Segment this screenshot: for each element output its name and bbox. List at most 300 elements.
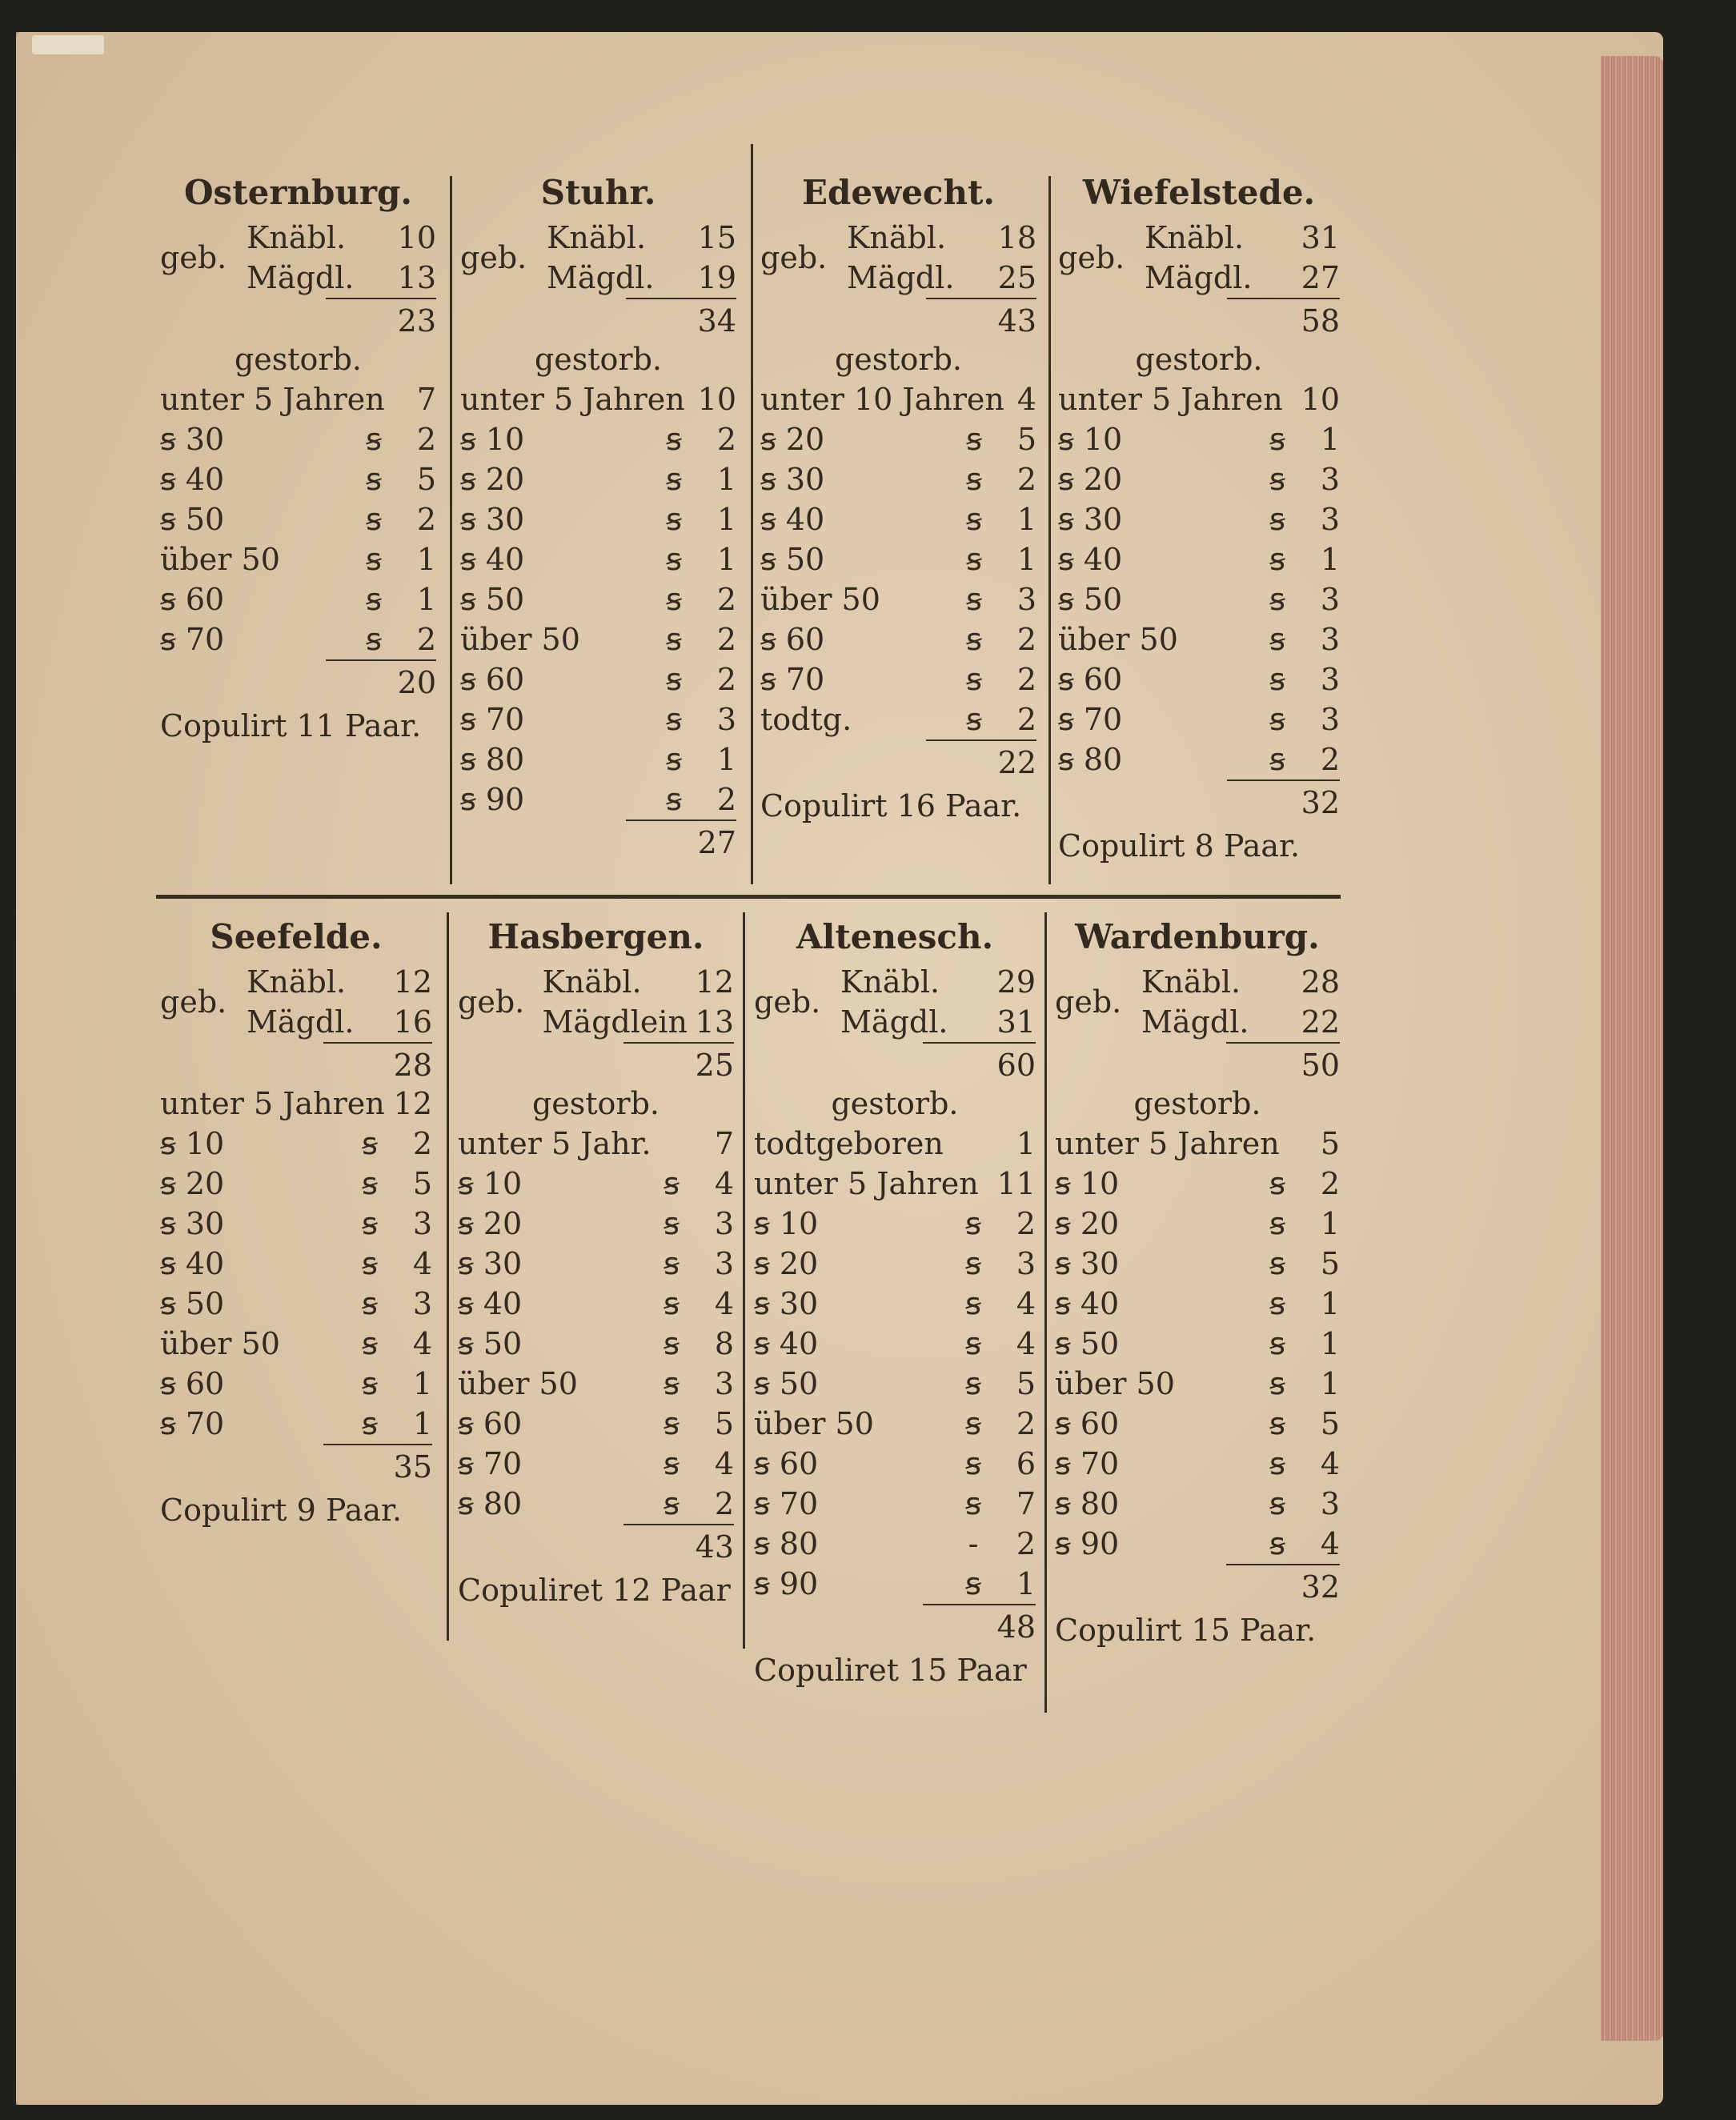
death-row: [1055, 1524, 1340, 1564]
age-bracket: über 50: [1055, 1366, 1175, 1401]
ditto-mark: ꞩ: [966, 702, 982, 737]
death-count: 2: [1320, 1166, 1340, 1201]
girls-count: 13: [397, 260, 436, 295]
separator-bottom-1: [447, 912, 449, 1641]
death-row: [460, 579, 736, 619]
death-count: 2: [1016, 1406, 1036, 1441]
age-bracket: ꞩ 30: [754, 1286, 819, 1321]
deaths-total: 32: [1301, 785, 1340, 820]
death-count: 4: [412, 1246, 432, 1281]
ditto-mark: ꞩ: [965, 1406, 981, 1441]
boys-row: [1145, 218, 1340, 258]
death-count: 2: [412, 1126, 432, 1161]
death-row: [754, 1204, 1036, 1244]
deaths-heading: gestorb.: [234, 342, 363, 377]
deaths-heading: gestorb.: [834, 342, 963, 377]
ditto-mark: ꞩ: [664, 1286, 680, 1321]
marriages-count: Copulirt 15 Paar.: [1055, 1613, 1317, 1648]
ditto-mark: ꞩ: [362, 1126, 378, 1161]
death-count: 1: [416, 582, 436, 617]
death-count: 2: [1016, 622, 1036, 657]
ditto-mark: ꞩ: [666, 582, 682, 617]
ditto-mark: ꞩ: [965, 1206, 981, 1241]
parish-name: Altenesch.: [796, 917, 994, 956]
ditto-mark: ꞩ: [966, 582, 982, 617]
separator-top-2: [751, 144, 753, 884]
ditto-mark: ꞩ: [1269, 542, 1285, 577]
girls-row: [1145, 258, 1340, 298]
boys-label: Knäbl.: [247, 220, 347, 255]
death-count: 12: [393, 1086, 432, 1121]
death-count: 10: [1301, 382, 1340, 417]
death-count: 2: [1016, 462, 1036, 497]
death-row: [754, 1564, 1036, 1604]
births-lines: [840, 962, 1036, 1042]
death-row: [1055, 1364, 1340, 1404]
boys-count: 18: [997, 220, 1036, 255]
ditto-mark: ꞩ: [664, 1406, 680, 1441]
death-count: 1: [412, 1366, 432, 1401]
ditto-mark: ꞩ: [966, 622, 982, 657]
ditto-mark: ꞩ: [362, 1366, 378, 1401]
age-bracket: ꞩ 10: [160, 1126, 225, 1161]
death-row: [460, 779, 736, 820]
marriages-count: Copulirt 16 Paar.: [760, 788, 1022, 824]
boys-row: [847, 218, 1036, 258]
boys-count: 10: [397, 220, 436, 255]
death-count: 2: [716, 622, 736, 657]
ditto-mark: ꞩ: [366, 582, 382, 617]
girls-count: 16: [393, 1004, 432, 1040]
deaths-total: 27: [697, 825, 736, 860]
death-row: [1055, 1164, 1340, 1204]
death-row: [1058, 739, 1340, 779]
death-row: [760, 539, 1036, 579]
births-group: [160, 962, 432, 1042]
deaths-heading: gestorb.: [1133, 1086, 1261, 1121]
age-bracket: ꞩ 70: [1055, 1446, 1120, 1481]
births-total: 23: [397, 303, 436, 339]
boys-row: [1141, 962, 1340, 1002]
age-bracket: ꞩ 10: [1055, 1166, 1120, 1201]
ditto-mark: ꞩ: [1269, 662, 1285, 697]
ditto-mark: ꞩ: [362, 1166, 378, 1201]
births-group: [1058, 218, 1340, 298]
age-bracket: todtg.: [760, 702, 852, 737]
girls-label: Mägdl.: [247, 1004, 355, 1040]
death-count: 5: [416, 462, 436, 497]
death-count: 4: [1320, 1526, 1340, 1561]
ditto-mark: ꞩ: [664, 1206, 680, 1241]
death-row: [1058, 459, 1340, 499]
ditto-mark: -: [968, 1526, 979, 1561]
births-label: geb.: [760, 240, 828, 275]
girls-count: 27: [1301, 260, 1340, 295]
boys-label: Knäbl.: [1141, 964, 1241, 1000]
death-count: 4: [714, 1166, 734, 1201]
boys-count: 12: [393, 964, 432, 1000]
death-count: 3: [1016, 1246, 1036, 1281]
ditto-mark: ꞩ: [966, 662, 982, 697]
girls-count: 31: [996, 1004, 1036, 1040]
age-bracket: unter 5 Jahren: [160, 1086, 385, 1121]
death-row: [760, 699, 1036, 739]
death-row: [160, 1124, 432, 1164]
age-bracket: ꞩ 10: [1058, 422, 1123, 457]
births-lines: [247, 218, 436, 298]
death-count: 1: [1320, 422, 1340, 457]
death-count: 3: [1320, 462, 1340, 497]
age-bracket: ꞩ 90: [460, 782, 525, 817]
girls-count: 22: [1301, 1004, 1340, 1040]
ditto-mark: ꞩ: [965, 1286, 981, 1321]
death-row: [160, 1284, 432, 1324]
age-bracket: ꞩ 30: [160, 422, 225, 457]
age-bracket: ꞩ 60: [760, 622, 825, 657]
age-bracket: ꞩ 40: [1055, 1286, 1120, 1321]
ditto-mark: ꞩ: [666, 462, 682, 497]
births-group: [1055, 962, 1340, 1042]
ditto-mark: ꞩ: [965, 1246, 981, 1281]
births-lines: [247, 962, 432, 1042]
death-count: 2: [714, 1486, 734, 1521]
section-divider: [156, 895, 1341, 899]
ditto-mark: ꞩ: [1269, 462, 1285, 497]
age-bracket: unter 5 Jahr.: [458, 1126, 652, 1161]
births-total: 28: [393, 1048, 432, 1083]
births-lines: [847, 218, 1036, 298]
death-row: [458, 1244, 734, 1284]
death-row: [160, 619, 436, 659]
age-bracket: ꞩ 40: [458, 1286, 523, 1321]
death-row: [460, 459, 736, 499]
boys-label: Knäbl.: [840, 964, 940, 1000]
age-bracket: ꞩ 20: [1055, 1206, 1120, 1241]
age-bracket: ꞩ 50: [754, 1366, 819, 1401]
girls-row: [543, 1002, 734, 1042]
girls-row: [840, 1002, 1036, 1042]
ditto-mark: ꞩ: [1269, 1206, 1285, 1241]
death-count: 2: [416, 502, 436, 537]
age-bracket: über 50: [160, 542, 280, 577]
boys-label: Knäbl.: [542, 964, 642, 1000]
age-bracket: ꞩ 40: [760, 502, 825, 537]
age-bracket: ꞩ 50: [458, 1326, 523, 1361]
ditto-mark: ꞩ: [1269, 1326, 1285, 1361]
age-bracket: ꞩ 60: [1058, 662, 1123, 697]
death-row: [1055, 1244, 1340, 1284]
separator-top-3: [1048, 176, 1051, 884]
ditto-mark: ꞩ: [666, 782, 682, 817]
age-bracket: ꞩ 30: [760, 462, 825, 497]
death-row: [1055, 1204, 1340, 1244]
death-row: [760, 459, 1036, 499]
births-label: geb.: [458, 984, 525, 1020]
ditto-mark: ꞩ: [366, 422, 382, 457]
ditto-mark: ꞩ: [1269, 502, 1285, 537]
death-count: 5: [1320, 1126, 1340, 1161]
age-bracket: ꞩ 90: [754, 1566, 819, 1601]
age-bracket: unter 5 Jahren: [1055, 1126, 1280, 1161]
ditto-mark: ꞩ: [366, 462, 382, 497]
births-total: 25: [695, 1048, 734, 1083]
death-row: [160, 1084, 432, 1124]
age-bracket: ꞩ 20: [1058, 462, 1123, 497]
ditto-mark: ꞩ: [664, 1366, 680, 1401]
age-bracket: todtgeboren: [754, 1126, 944, 1161]
death-row: [160, 1204, 432, 1244]
ditto-mark: ꞩ: [666, 422, 682, 457]
death-row: [160, 1324, 432, 1364]
death-row: [754, 1284, 1036, 1324]
age-bracket: ꞩ 20: [760, 422, 825, 457]
boys-row: [247, 218, 436, 258]
births-label: geb.: [754, 984, 821, 1020]
boys-row: [543, 962, 734, 1002]
death-row: [754, 1164, 1036, 1204]
births-lines: [1145, 218, 1340, 298]
death-count: 3: [1320, 582, 1340, 617]
death-row: [754, 1404, 1036, 1444]
age-bracket: unter 5 Jahren: [754, 1166, 979, 1201]
girls-count: 13: [695, 1004, 734, 1040]
births-group: [754, 962, 1036, 1042]
age-bracket: ꞩ 20: [458, 1206, 523, 1241]
ditto-mark: ꞩ: [664, 1166, 680, 1201]
deaths-total: 32: [1301, 1569, 1340, 1605]
age-bracket: ꞩ 60: [160, 582, 225, 617]
age-bracket: ꞩ 70: [160, 1406, 225, 1441]
ditto-mark: ꞩ: [1269, 1406, 1285, 1441]
age-bracket: über 50: [160, 1326, 280, 1361]
ditto-mark: ꞩ: [965, 1566, 981, 1601]
ditto-mark: ꞩ: [362, 1326, 378, 1361]
death-row: [1055, 1284, 1340, 1324]
death-count: 1: [1320, 542, 1340, 577]
girls-row: [247, 1002, 432, 1042]
death-row: [760, 379, 1036, 419]
girls-label: Mägdl.: [1141, 1004, 1249, 1040]
age-bracket: ꞩ 70: [160, 622, 225, 657]
death-row: [1055, 1124, 1340, 1164]
age-bracket: ꞩ 30: [1058, 502, 1123, 537]
deaths-total: 48: [996, 1609, 1036, 1645]
age-bracket: ꞩ 50: [160, 1286, 225, 1321]
death-count: 1: [1016, 502, 1036, 537]
death-count: 7: [1016, 1486, 1036, 1521]
age-bracket: ꞩ 40: [160, 462, 225, 497]
separator-top-1: [450, 176, 452, 884]
death-count: 4: [1016, 1326, 1036, 1361]
death-row: [160, 539, 436, 579]
death-count: 1: [716, 502, 736, 537]
death-count: 1: [412, 1406, 432, 1441]
death-row: [458, 1364, 734, 1404]
ditto-mark: ꞩ: [366, 622, 382, 657]
age-bracket: ꞩ 10: [754, 1206, 819, 1241]
death-row: [1058, 619, 1340, 659]
death-count: 4: [1320, 1446, 1340, 1481]
age-bracket: ꞩ 50: [760, 542, 825, 577]
ditto-mark: ꞩ: [1269, 1286, 1285, 1321]
age-bracket: unter 5 Jahren: [1058, 382, 1283, 417]
death-count: 3: [1016, 582, 1036, 617]
death-row: [458, 1124, 734, 1164]
death-row: [460, 619, 736, 659]
parish-block: [754, 912, 1036, 1690]
death-count: 1: [1016, 1566, 1036, 1601]
age-bracket: ꞩ 20: [460, 462, 525, 497]
parish-block: [1055, 912, 1340, 1650]
death-row: [1058, 659, 1340, 699]
death-count: 5: [1320, 1406, 1340, 1441]
death-row: [754, 1244, 1036, 1284]
girls-row: [1141, 1002, 1340, 1042]
death-count: 5: [1016, 1366, 1036, 1401]
death-row: [760, 419, 1036, 459]
death-row: [460, 739, 736, 779]
ditto-mark: ꞩ: [966, 502, 982, 537]
girls-label: Mägdl.: [1145, 260, 1253, 295]
death-row: [460, 539, 736, 579]
death-count: 6: [1016, 1446, 1036, 1481]
ditto-mark: ꞩ: [965, 1366, 981, 1401]
age-bracket: ꞩ 30: [458, 1246, 523, 1281]
ditto-mark: ꞩ: [1269, 622, 1285, 657]
age-bracket: über 50: [754, 1406, 874, 1441]
age-bracket: ꞩ 80: [1058, 742, 1123, 777]
death-row: [458, 1284, 734, 1324]
death-row: [754, 1124, 1036, 1164]
death-row: [460, 419, 736, 459]
parish-block: [460, 168, 736, 861]
death-row: [458, 1444, 734, 1484]
death-row: [160, 379, 436, 419]
marriages-count: Copulirt 9 Paar.: [160, 1493, 403, 1528]
births-total: 43: [997, 303, 1036, 339]
death-row: [754, 1484, 1036, 1524]
death-row: [760, 499, 1036, 539]
death-count: 2: [716, 582, 736, 617]
binding-tab: [32, 35, 104, 54]
death-row: [1058, 419, 1340, 459]
death-count: 4: [714, 1286, 734, 1321]
ditto-mark: ꞩ: [965, 1486, 981, 1521]
death-count: 1: [716, 742, 736, 777]
age-bracket: ꞩ 60: [1055, 1406, 1120, 1441]
deaths-heading: gestorb.: [831, 1086, 959, 1121]
parish-block: [1058, 168, 1340, 866]
deaths-total: 20: [397, 665, 436, 700]
death-row: [754, 1524, 1036, 1564]
death-count: 4: [714, 1446, 734, 1481]
births-label: geb.: [160, 240, 227, 275]
ditto-mark: ꞩ: [362, 1406, 378, 1441]
age-bracket: ꞩ 40: [754, 1326, 819, 1361]
ditto-mark: ꞩ: [1269, 1366, 1285, 1401]
boys-row: [840, 962, 1036, 1002]
girls-count: 19: [697, 260, 736, 295]
boys-count: 12: [695, 964, 734, 1000]
death-count: 5: [1016, 422, 1036, 457]
death-count: 8: [714, 1326, 734, 1361]
age-bracket: ꞩ 20: [754, 1246, 819, 1281]
deaths-total: 43: [695, 1529, 734, 1565]
ditto-mark: ꞩ: [965, 1446, 981, 1481]
births-group: [760, 218, 1036, 298]
boys-label: Knäbl.: [1145, 220, 1245, 255]
age-bracket: ꞩ 80: [460, 742, 525, 777]
death-count: 2: [1016, 662, 1036, 697]
death-count: 1: [1016, 542, 1036, 577]
death-count: 4: [1016, 1286, 1036, 1321]
death-count: 10: [697, 382, 736, 417]
age-bracket: ꞩ 70: [458, 1446, 523, 1481]
ditto-mark: ꞩ: [366, 542, 382, 577]
ditto-mark: ꞩ: [666, 662, 682, 697]
death-row: [160, 459, 436, 499]
death-count: 4: [1016, 382, 1036, 417]
death-count: 1: [716, 462, 736, 497]
age-bracket: ꞩ 40: [160, 1246, 225, 1281]
parish-name: Seefelde.: [210, 917, 383, 956]
death-count: 4: [412, 1326, 432, 1361]
deaths-total: 35: [393, 1449, 432, 1485]
death-row: [458, 1404, 734, 1444]
marriages-count: Copulirt 11 Paar.: [160, 708, 422, 743]
ditto-mark: ꞩ: [1269, 1486, 1285, 1521]
death-row: [760, 579, 1036, 619]
age-bracket: ꞩ 70: [1058, 702, 1123, 737]
age-bracket: ꞩ 90: [1055, 1526, 1120, 1561]
death-row: [1058, 379, 1340, 419]
boys-label: Knäbl.: [847, 220, 947, 255]
age-bracket: ꞩ 60: [754, 1446, 819, 1481]
death-count: 1: [716, 542, 736, 577]
death-row: [754, 1364, 1036, 1404]
death-count: 2: [1016, 702, 1036, 737]
ditto-mark: ꞩ: [1269, 582, 1285, 617]
death-count: 5: [714, 1406, 734, 1441]
death-count: 2: [716, 782, 736, 817]
death-count: 3: [1320, 702, 1340, 737]
girls-label: Mägdl.: [547, 260, 655, 295]
death-count: 1: [1320, 1206, 1340, 1241]
death-row: [458, 1324, 734, 1364]
births-group: [160, 218, 436, 298]
death-count: 3: [716, 702, 736, 737]
death-count: 2: [416, 622, 436, 657]
death-row: [160, 1364, 432, 1404]
girls-row: [547, 258, 736, 298]
death-count: 3: [714, 1206, 734, 1241]
death-count: 2: [1016, 1206, 1036, 1241]
deaths-heading: gestorb.: [531, 1086, 660, 1121]
death-count: 3: [714, 1246, 734, 1281]
age-bracket: ꞩ 60: [160, 1366, 225, 1401]
ditto-mark: ꞩ: [666, 622, 682, 657]
births-total: 34: [697, 303, 736, 339]
age-bracket: ꞩ 60: [460, 662, 525, 697]
death-row: [160, 419, 436, 459]
death-row: [458, 1204, 734, 1244]
parish-block: [160, 168, 436, 746]
death-row: [160, 499, 436, 539]
births-label: geb.: [160, 984, 227, 1020]
boys-count: 28: [1301, 964, 1340, 1000]
death-count: 2: [716, 422, 736, 457]
age-bracket: ꞩ 30: [160, 1206, 225, 1241]
